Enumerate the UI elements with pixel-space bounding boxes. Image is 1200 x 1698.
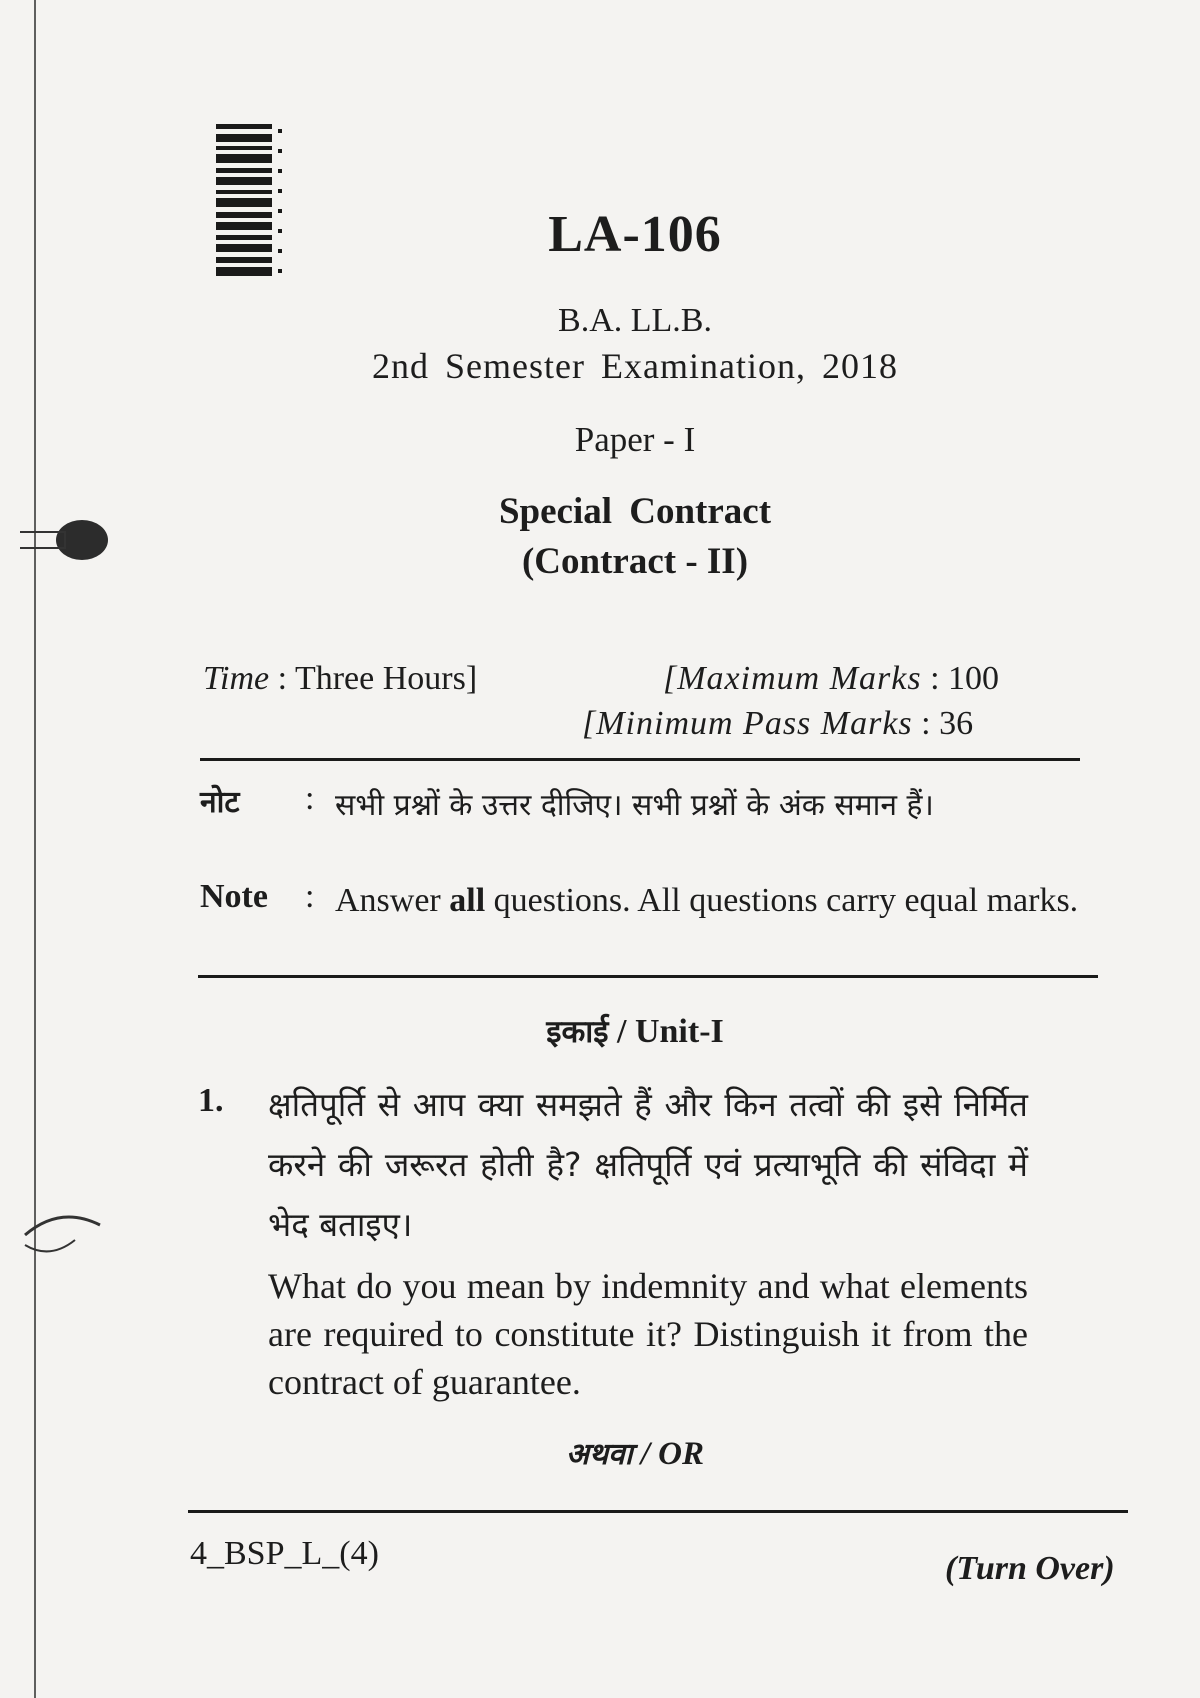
unit-heading: इकाई / Unit-I [546, 1013, 724, 1050]
paper-code: LA-106 [548, 206, 722, 263]
hindi-note-colon: : [305, 780, 315, 817]
footer-divider [188, 1510, 1128, 1513]
min-marks-info [582, 705, 973, 743]
max-marks-value: : 100 [930, 660, 1000, 697]
english-note-text: Answer all questions. All questions carry equal marks. [335, 882, 1079, 919]
paper-number: Paper - I [574, 420, 696, 459]
time-info [203, 660, 477, 698]
max-marks-label: [Maximum Marks [663, 660, 922, 697]
time-value: : Three Hours] [277, 660, 478, 697]
subject-title: Special Contract [498, 491, 772, 532]
turn-over: (Turn Over) [945, 1550, 1115, 1587]
punch-hole-bottom [20, 1205, 110, 1265]
divider [200, 758, 1080, 761]
min-marks-label: [Minimum Pass Marks [582, 705, 913, 742]
question-text-english: What do you mean by indemnity and what elements are required to constitute it? Distinguish it from the contract of guarantee. [268, 1266, 1028, 1402]
hindi-note-label: नोट [200, 785, 240, 820]
max-marks-info [663, 660, 999, 698]
time-label: Time [203, 660, 270, 697]
hindi-note-text: सभी प्रश्नों के उत्तर दीजिए। सभी प्रश्नों के अंक समान हैं। [335, 788, 934, 823]
exam-title: 2nd Semester Examination, 2018 [372, 346, 898, 386]
min-marks-value: : 36 [921, 705, 974, 742]
english-note-colon: : [305, 878, 315, 915]
divider [198, 975, 1098, 978]
or-separator: अथवा / OR [565, 1436, 705, 1472]
subject-subtitle: (Contract - II) [521, 541, 749, 582]
question-number: 1. [198, 1082, 224, 1119]
question-text-hindi: क्षतिपूर्ति से आप क्या समझते हैं और किन तत्वों की इसे निर्मित करने की जरूरत होती है? क्षतिपूर्ति एवं प्रत्याभूति की संविदा में भेद बताइए। [268, 1085, 1028, 1244]
english-note-label: Note [200, 878, 268, 915]
footer-code: 4_BSP_L_(4) [190, 1535, 379, 1572]
degree: B.A. LL.B. [558, 302, 712, 339]
